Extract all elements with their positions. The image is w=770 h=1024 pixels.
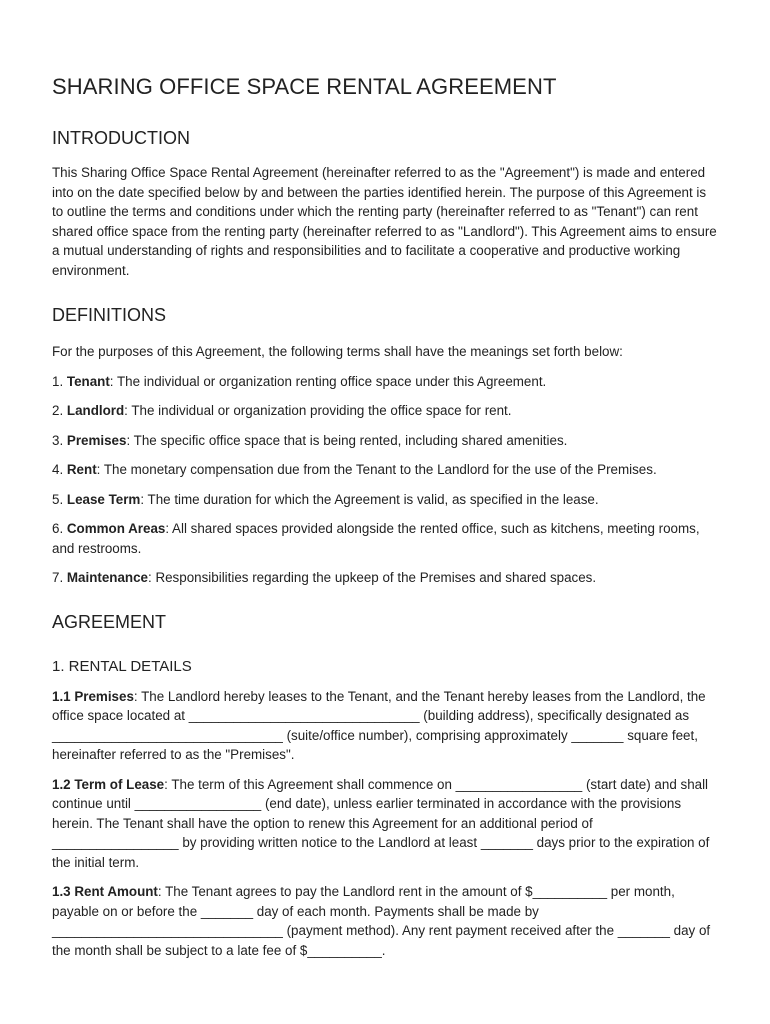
definition-term: Rent <box>66 462 97 477</box>
introduction-paragraph: This Sharing Office Space Rental Agreement (hereinafter referred to as the "Agreement") is made and entered into on the date specified below by and between the parties identified herein. The purpose of this Agreement is to outline the terms and conditions under which the renting party (hereinafter referred to as "Tenant") can rent shared office space from the renting party (hereinafter referred to as "Landlord"). This Agreement aims to ensure a mutual understanding of rights and responsibilities and to facilitate a cooperative and productive working environment. <box>52 165 717 278</box>
definition-number: 2. <box>52 403 67 418</box>
agreement-heading: AGREEMENT <box>52 611 167 632</box>
clause-text: : The term of this Agreement shall commence on _________________ (start date) and shall continue until _________________ (end date), unless earlier terminated in accordance with the provisions herein. The Tenant shall have the option to renew this Agreement for an additional period of _________________ by providing written notice to the Landlord at least _______ days prior to the expiration of the initial term. <box>52 776 710 870</box>
definition-number: 1. <box>52 373 67 389</box>
document-title: SHARING OFFICE SPACE RENTAL AGREEMENT <box>52 74 557 99</box>
rental-details-heading: 1. RENTAL DETAILS <box>52 657 192 675</box>
definitions-lead: For the purposes of this Agreement, the following terms shall have the meanings set forth below: <box>52 344 623 359</box>
introduction-heading: INTRODUCTION <box>52 128 190 148</box>
definition-text: : The specific office space that is being rented, including shared amenities. <box>126 432 568 448</box>
clause-rent-amount <box>52 882 718 960</box>
definition-item <box>52 568 718 588</box>
definition-item <box>52 519 718 558</box>
definition-text: : All shared spaces provided alongside the rented office, such as kitchens, meeting rooms, and restrooms. <box>52 521 700 556</box>
clause-premises <box>52 687 718 765</box>
definition-text: : The individual or organization renting office space under this Agreement. <box>109 373 547 389</box>
clause-label: 1.3 Rent Amount <box>52 884 158 899</box>
definition-number: 7. <box>52 570 67 585</box>
clause-text: : The Landlord hereby leases to the Tenant, and the Tenant hereby leases from the Landlord, the office space located at _______________________________ (building address), specifically designated as _______________________________ (suite/office number), comprising approximately _______ square feet, hereinafter referred to as the "Premises". <box>52 688 706 762</box>
definition-text: : The monetary compensation due from the Tenant to the Landlord for the use of the Premises. <box>96 462 657 477</box>
definition-number: 3. <box>52 432 67 448</box>
definition-term: Tenant <box>66 373 110 389</box>
definition-term: Lease Term <box>66 491 141 507</box>
definitions-heading: DEFINITIONS <box>52 305 167 325</box>
definition-term: Landlord <box>66 403 125 418</box>
definition-text: : Responsibilities regarding the upkeep of the Premises and shared spaces. <box>148 570 597 585</box>
definition-term: Common Areas <box>66 521 166 536</box>
clause-text: : The Tenant agrees to pay the Landlord rent in the amount of $__________ per month, payable on or before the _______ day of each month. Payments shall be made by _______________________________ (payment method). Any rent payment received after the _______ day of the month shall be subject to a late fee of $__________. <box>52 884 711 958</box>
definition-number: 4. <box>52 462 67 477</box>
definition-term: Premises <box>66 432 127 448</box>
clause-label: 1.2 Term of Lease <box>52 776 165 792</box>
clause-label: 1.1 Premises <box>52 688 134 704</box>
document-page <box>52 70 718 960</box>
definition-text: : The individual or organization providing the office space for rent. <box>124 403 512 418</box>
definition-item <box>52 401 718 421</box>
definition-text: : The time duration for which the Agreement is valid, as specified in the lease. <box>140 491 599 507</box>
definition-number: 5. <box>52 491 67 507</box>
clause-term-of-lease <box>52 775 718 873</box>
definition-item <box>52 460 718 480</box>
definition-item <box>52 490 718 510</box>
definition-number: 6. <box>52 521 67 536</box>
definition-item <box>52 431 718 451</box>
definition-term: Maintenance <box>66 570 148 585</box>
definition-item <box>52 372 718 392</box>
